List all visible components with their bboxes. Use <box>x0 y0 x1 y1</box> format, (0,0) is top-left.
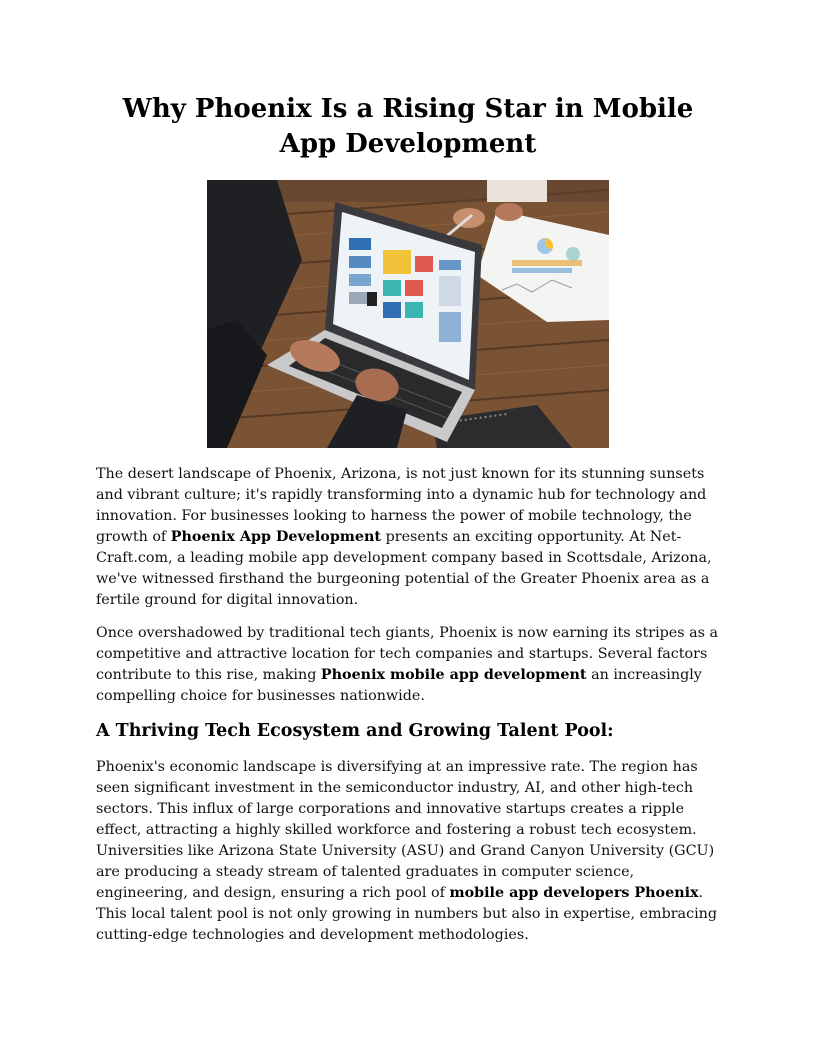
intro-keyword: Phoenix App Development <box>170 529 382 545</box>
laptop-meeting-photo-icon <box>207 180 609 448</box>
article-body <box>96 464 720 958</box>
ecosystem-keyword: mobile app developers Phoenix <box>449 885 699 901</box>
ecosystem-text-1: Phoenix's economic landscape is diversifying at an impressive rate. The region has seen significant investment in the semiconductor industry, AI, and other high-tech sectors. This influx of large corporations and innovative startups creates a ripple effect, attracting a highly skilled workforce and fostering a robust tech ecosystem. Universities like Arizona State University (ASU) and Grand Canyon University (GCU) are producing a steady stream of talented graduates in computer science, engineering, and design, ensuring a rich pool of <box>96 759 715 901</box>
intro-text-2: presents an exciting opportunity. At Net-Craft.com, a leading mobile app development company based in Scottsdale, Arizona, we've witnessed firsthand the burgeoning potential of the Greater Phoenix area as a fertile ground for digital innovation. <box>96 529 712 608</box>
rise-paragraph <box>96 623 720 707</box>
page-title: Why Phoenix Is a Rising Star in Mobile App Development <box>122 94 694 159</box>
section-heading: A Thriving Tech Ecosystem and Growing Talent Pool: <box>96 721 614 741</box>
intro-paragraph <box>96 464 720 611</box>
ecosystem-text-2: . This local talent pool is not only growing in numbers but also in expertise, embracing cutting-edge technologies and development methodologies. <box>96 885 718 943</box>
rise-text-1: Once overshadowed by traditional tech giants, Phoenix is now earning its stripes as a competitive and attractive location for tech companies and startups. Several factors contribute to this rise, making <box>96 625 719 683</box>
hero-image <box>207 180 609 448</box>
rise-text-2: an increasingly compelling choice for businesses nationwide. <box>96 667 702 704</box>
ecosystem-paragraph <box>96 757 720 946</box>
rise-keyword: Phoenix mobile app development <box>320 667 587 683</box>
intro-text-1: The desert landscape of Phoenix, Arizona, is not just known for its stunning sunsets and vibrant culture; it's rapidly transforming into a dynamic hub for technology and innovation. For businesses looking to harness the power of mobile technology, the growth of <box>96 466 707 545</box>
